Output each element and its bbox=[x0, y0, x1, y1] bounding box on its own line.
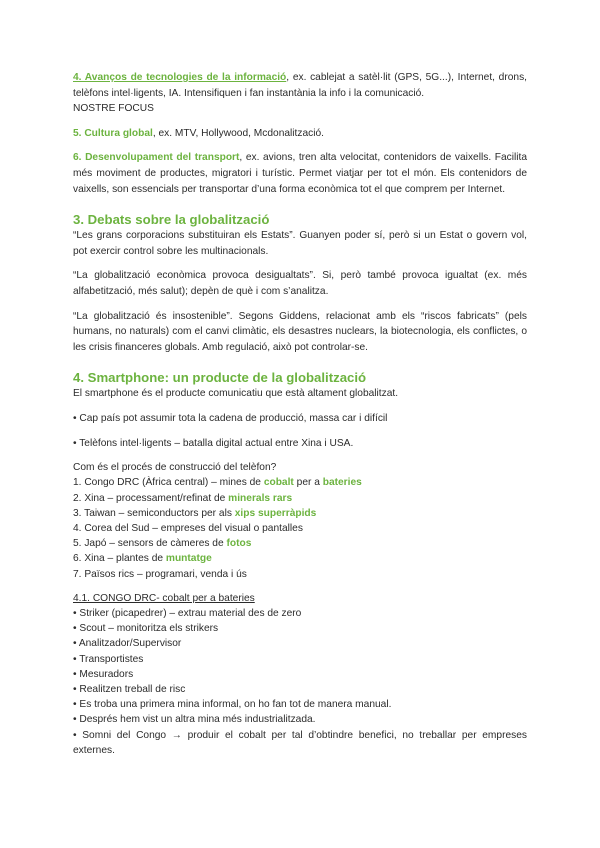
step-text: per a bbox=[293, 477, 323, 489]
step-highlight: cobalt bbox=[263, 477, 294, 489]
step-highlight: bateries bbox=[322, 477, 362, 489]
debats-paragraph-2: “La globalització econòmica provoca desigualtats”. Si, però també provoca igualtat (ex. més alfabetització, més salut); depèn de què i com s’analitza. bbox=[73, 270, 527, 297]
construction-steps-list bbox=[73, 475, 527, 581]
step-text: 7. Països rics – programari, venda i ús bbox=[73, 568, 247, 580]
step-text: 5. Japó – sensors de càmeres de bbox=[73, 538, 227, 550]
smartphone-intro: El smartphone és el producte comunicatiu que està altament globalitzat. bbox=[73, 388, 399, 400]
construction-step bbox=[73, 506, 527, 521]
debats-paragraph-1: “Les grans corporacions substituiran els Estats”. Guanyen poder sí, però si un Estat o govern vol, pot exercir control sobre les multinacionals. bbox=[73, 230, 527, 257]
step-highlight: fotos bbox=[226, 538, 252, 550]
step-text: 4. Corea del Sud – empreses del visual o pantalles bbox=[73, 522, 303, 534]
step-text: 6. Xina – plantes de bbox=[73, 553, 166, 565]
construction-step bbox=[73, 475, 527, 490]
step-text: 2. Xina – processament/refinat de bbox=[73, 492, 229, 504]
construction-step bbox=[73, 521, 527, 536]
construction-step bbox=[73, 551, 527, 566]
smartphone-bullet-1: • Cap país pot assumir tota la cadena de producció, massa car i difícil bbox=[73, 412, 388, 424]
debats-heading: 3. Debats sobre la globalització bbox=[73, 212, 270, 228]
congo-list-item: • Mesuradors bbox=[73, 668, 134, 680]
section-4-heading: 4. Avanços de tecnologies de la informació bbox=[73, 72, 287, 83]
smartphone-bullet-2: • Telèfons intel·ligents – batalla digital actual entre Xina i USA. bbox=[73, 437, 354, 449]
congo-list-item: • Analitzador/Supervisor bbox=[73, 638, 182, 650]
section-5-paragraph bbox=[73, 126, 527, 142]
section-5-text: , ex. MTV, Hollywood, Mcdonalització. bbox=[152, 127, 324, 139]
congo-heading: 4.1. CONGO DRC- cobalt per a bateries bbox=[73, 592, 255, 604]
construction-step bbox=[73, 567, 527, 582]
smartphone-heading: 4. Smartphone: un producte de la globalització bbox=[73, 370, 367, 386]
congo-list-item: • Transportistes bbox=[73, 653, 144, 665]
section-4-paragraph bbox=[73, 70, 527, 101]
step-highlight: xips superràpids bbox=[234, 507, 317, 519]
congo-list-item: • Scout – monitoritza els strikers bbox=[73, 623, 219, 635]
section-6-heading: 6. Desenvolupament del transport bbox=[73, 152, 240, 164]
congo-list-item: • Realitzen treball de risc bbox=[73, 683, 186, 695]
step-text: 3. Taiwan – semiconductors per als bbox=[73, 507, 235, 519]
congo-list-item-last: • Somni del Congo → produir el cobalt per tal d’obtindre benefici, no treballar per empreses externes. bbox=[73, 729, 527, 757]
congo-list-item: • Després hem vist un altra mina més industrialitzada. bbox=[73, 714, 316, 726]
construction-question: Com és el procés de construcció del telèfon? bbox=[73, 462, 277, 474]
congo-list-item: • Striker (picapedrer) – extrau material des de zero bbox=[73, 607, 302, 619]
congo-list bbox=[73, 606, 527, 728]
construction-step bbox=[73, 536, 527, 551]
section-6-text: , ex. avions, tren alta velocitat, contenidors de vaixells. Facilita més moviment de productes, migratori i turístic. Permet viatjar per tot el món. Els contenidors de vaixells, son essencials per transportar d’una forma econòmica tot el que comprem per Internet. bbox=[73, 152, 528, 195]
section-5-heading: 5. Cultura global bbox=[73, 127, 153, 139]
debats-paragraph-3: “La globalització és insostenible”. Segons Giddens, relacionat amb els “riscos fabricats” (pels humans, no naturals) com el canvi climàtic, els desastres nuclears, la biotecnologia, els conflictes, o les crisis financeres globals. Amb regulació, això pot controlar-se. bbox=[73, 310, 527, 353]
step-text: 1. Congo DRC (Àfrica central) – mines de bbox=[73, 477, 264, 489]
section-4-note: NOSTRE FOCUS bbox=[73, 103, 154, 115]
step-highlight: minerals rars bbox=[228, 492, 293, 504]
construction-step bbox=[73, 491, 527, 506]
section-6-paragraph bbox=[73, 150, 527, 197]
section-4-text: , ex. cablejat a satèl·lit (GPS, 5G...), Internet, drons, telèfons intel·ligents, IA. Intensifiquen i fan instantània la info i la comunicació. bbox=[73, 72, 527, 99]
congo-list-item: • Es troba una primera mina informal, on ho fan tot de manera manual. bbox=[73, 699, 392, 711]
step-highlight: muntatge bbox=[165, 553, 212, 565]
